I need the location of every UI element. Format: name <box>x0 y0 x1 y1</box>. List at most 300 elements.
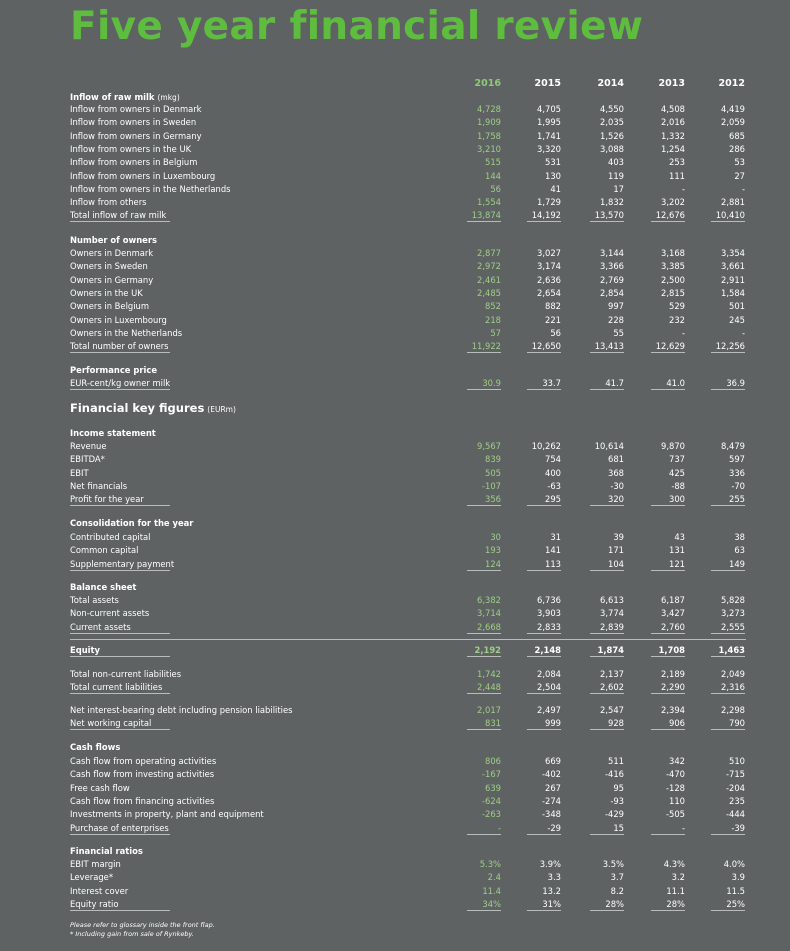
footnote-leverage: * Including gain from sale of Rynkeby. <box>70 930 194 938</box>
total-value-rule <box>651 389 685 390</box>
cell-2015: 2,833 <box>537 621 561 632</box>
cell-2013: 1,708 <box>658 645 685 655</box>
row-label: Non-current assets <box>70 608 150 619</box>
financial-key-figures-heading <box>70 401 236 415</box>
cell-2015: 130 <box>545 170 561 181</box>
table-row <box>0 130 790 143</box>
total-value-rule <box>711 221 745 222</box>
cell-2016: 11,922 <box>471 341 501 352</box>
cell-2016: - <box>497 822 501 833</box>
cell-2014: 3,144 <box>600 248 624 258</box>
cell-2014: 17 <box>613 183 624 194</box>
total-value-rule <box>467 910 501 911</box>
cell-2014: 3.7 <box>610 872 624 883</box>
footnote-glossary: Please refer to glossary inside the front flap. <box>70 921 215 929</box>
cell-2016: 639 <box>485 782 501 793</box>
cell-2016: 124 <box>485 558 501 569</box>
total-value-rule <box>590 633 624 634</box>
row-label: Contributed capital <box>70 532 151 542</box>
cell-2014: 403 <box>608 157 624 168</box>
cell-2012: - <box>741 183 745 194</box>
row-label: Equity ratio <box>70 898 119 909</box>
cell-2015: 531 <box>545 157 561 168</box>
cell-2016: 6,382 <box>477 595 501 605</box>
cell-2015: 999 <box>545 718 561 729</box>
cell-2013: 2,760 <box>661 621 685 632</box>
row-label: Common capital <box>70 545 139 556</box>
cell-2013: - <box>681 183 685 194</box>
cell-2015: 669 <box>545 756 561 766</box>
financial-key-figures-unit: (EURm) <box>207 405 236 414</box>
cell-2016: 1,909 <box>477 117 501 128</box>
row-label: Revenue <box>70 441 107 451</box>
cell-2015: 31 <box>550 532 561 542</box>
row-label: Inflow from owners in Luxembourg <box>70 170 216 181</box>
cell-2014: 228 <box>608 314 624 325</box>
total-value-rule <box>711 570 745 571</box>
cell-2014: 3,088 <box>600 143 624 154</box>
table-row <box>0 885 790 898</box>
cell-2016: 852 <box>485 301 501 312</box>
cell-2012: -70 <box>731 480 745 491</box>
section-title: Income statement <box>70 428 156 438</box>
cell-2015: 141 <box>545 545 561 556</box>
cell-2016: 831 <box>485 718 501 729</box>
table-row <box>0 156 790 169</box>
table-row <box>0 116 790 129</box>
table-row <box>0 808 790 821</box>
total-value-rule <box>590 729 624 730</box>
row-label: Owners in the UK <box>70 287 143 298</box>
cell-2012: 790 <box>729 718 745 729</box>
total-value-rule <box>711 834 745 835</box>
total-value-rule <box>467 389 501 390</box>
table-row <box>0 668 790 681</box>
cell-2016: 1,554 <box>477 197 501 208</box>
cell-2014: 2,035 <box>600 117 624 128</box>
cell-2015: 2,654 <box>537 287 561 298</box>
table-row <box>0 467 790 480</box>
cell-2015: 2,148 <box>534 645 561 655</box>
cell-2016: 2,017 <box>477 705 501 715</box>
cell-2013: -88 <box>671 480 685 491</box>
cell-2012: 1,584 <box>721 287 745 298</box>
cell-2012: 336 <box>729 467 745 478</box>
cell-2014: 8.2 <box>610 885 624 896</box>
table-row <box>0 531 790 544</box>
cell-2012: 510 <box>729 756 745 766</box>
cell-2013: 1,332 <box>661 130 685 141</box>
cell-2014: 13,413 <box>594 341 624 352</box>
row-label: EBITDA* <box>70 454 105 465</box>
cell-2015: -63 <box>547 480 561 491</box>
cell-2014: 15 <box>613 822 624 833</box>
section-heading-owners <box>0 234 790 247</box>
table-row <box>0 480 790 493</box>
cell-2015: 3.9% <box>539 859 561 869</box>
cell-2014: 3,774 <box>600 608 624 619</box>
cell-2016: 34% <box>482 898 501 909</box>
page-title: Five year financial review <box>70 4 644 49</box>
row-label: Free cash flow <box>70 782 130 793</box>
cell-2015: 2,497 <box>537 705 561 715</box>
total-value-rule <box>651 834 685 835</box>
year-2015: 2015 <box>534 78 561 89</box>
cell-2013: 12,676 <box>655 210 685 221</box>
table-row <box>0 314 790 327</box>
cell-2014: 320 <box>608 494 624 505</box>
row-label: Equity <box>70 645 101 655</box>
total-value-rule <box>590 693 624 694</box>
cell-2013: 131 <box>669 545 685 556</box>
cell-2016: 2,877 <box>477 248 501 258</box>
cell-2013: -505 <box>665 809 685 820</box>
total-value-rule <box>467 834 501 835</box>
cell-2015: 221 <box>545 314 561 325</box>
cell-2014: 928 <box>608 718 624 729</box>
cell-2015: 14,192 <box>531 210 561 221</box>
cell-2012: 149 <box>729 558 745 569</box>
section-title: Balance sheet <box>70 582 137 592</box>
section-heading-balance <box>0 581 790 594</box>
total-value-rule <box>467 633 501 634</box>
cell-2012: 10,410 <box>715 210 745 221</box>
row-label: Supplementary payment <box>70 558 175 569</box>
cell-2013: 6,187 <box>661 595 685 605</box>
cell-2012: 2,911 <box>721 274 745 285</box>
section-heading-performance <box>0 364 790 377</box>
row-label: Purchase of enterprises <box>70 822 169 833</box>
cell-2012: 27 <box>734 170 745 181</box>
row-label: EBIT margin <box>70 859 121 869</box>
cell-2016: -107 <box>481 480 501 491</box>
cell-2012: 2,316 <box>721 682 745 693</box>
row-label: Inflow from owners in the Netherlands <box>70 183 231 194</box>
equity-top-rule <box>70 639 746 640</box>
cell-2012: 4.0% <box>723 859 745 869</box>
table-row <box>0 103 790 116</box>
total-value-rule <box>467 570 501 571</box>
table-row <box>0 170 790 183</box>
row-label: Total number of owners <box>70 341 169 352</box>
section-heading-consolidation <box>0 517 790 530</box>
cell-2016: 1,742 <box>477 669 501 679</box>
cell-2016: 2,461 <box>477 274 501 285</box>
cell-2012: - <box>741 327 745 338</box>
cell-2014: 2,137 <box>600 669 624 679</box>
cell-2014: 681 <box>608 454 624 465</box>
cell-2016: 2,485 <box>477 287 501 298</box>
cell-2013: 4.3% <box>663 859 685 869</box>
cell-2013: 43 <box>674 532 685 542</box>
cell-2016: 2,972 <box>477 261 501 272</box>
table-row <box>0 327 790 340</box>
table-row <box>0 607 790 620</box>
total-value-rule <box>651 656 685 657</box>
table-row <box>0 544 790 557</box>
cell-2015: 12,650 <box>531 341 561 352</box>
cell-2013: 906 <box>669 718 685 729</box>
cell-2013: 3,385 <box>661 261 685 272</box>
row-label: Owners in Denmark <box>70 248 154 258</box>
section-heading-text <box>70 845 143 858</box>
cell-2014: 28% <box>605 898 624 909</box>
cell-2012: 2,049 <box>721 669 745 679</box>
table-row <box>0 260 790 273</box>
cell-2016: -624 <box>481 795 501 806</box>
cell-2012: 63 <box>734 545 745 556</box>
cell-2016: 1,758 <box>477 130 501 141</box>
cell-2014: 1,832 <box>600 197 624 208</box>
cell-2016: 5.3% <box>479 859 501 869</box>
year-2013: 2013 <box>658 78 685 89</box>
total-value-rule <box>711 656 745 657</box>
total-value-rule <box>590 221 624 222</box>
cell-2012: 53 <box>734 157 745 168</box>
cell-2012: 38 <box>734 532 745 542</box>
year-2012: 2012 <box>718 78 745 89</box>
cell-2016: -263 <box>481 809 501 820</box>
total-value-rule <box>651 221 685 222</box>
cell-2015: 3.3 <box>547 872 561 883</box>
row-label: Owners in Germany <box>70 274 154 285</box>
cell-2013: 4,508 <box>661 104 685 114</box>
cell-2015: 2,504 <box>537 682 561 693</box>
row-label: Investments in property, plant and equipment <box>70 809 264 820</box>
section-unit: (mkg) <box>157 93 180 102</box>
total-label-rule <box>70 656 170 657</box>
cell-2016: 30 <box>490 532 501 542</box>
total-value-rule <box>527 656 561 657</box>
cell-2016: 193 <box>485 545 501 556</box>
cell-2015: 33.7 <box>542 378 561 388</box>
cell-2013: 3,427 <box>661 608 685 619</box>
table-row <box>0 782 790 795</box>
cell-2014: 39 <box>613 532 624 542</box>
table-row <box>0 300 790 313</box>
cell-2016: 11.4 <box>482 885 501 896</box>
table-row <box>0 755 790 768</box>
total-value-rule <box>527 352 561 353</box>
table-row <box>0 594 790 607</box>
cell-2015: 6,736 <box>537 595 561 605</box>
cell-2013: 232 <box>669 314 685 325</box>
row-label: EUR-cent/kg owner milk <box>70 378 171 388</box>
section-title: Consolidation for the year <box>70 518 194 528</box>
cell-2015: 56 <box>550 327 561 338</box>
cell-2015: -402 <box>541 769 561 780</box>
cell-2016: 144 <box>485 170 501 181</box>
total-value-rule <box>711 910 745 911</box>
cell-2015: 3,903 <box>537 608 561 619</box>
total-value-rule <box>590 570 624 571</box>
row-label: Current assets <box>70 621 131 632</box>
cell-2014: 2,769 <box>600 274 624 285</box>
row-label: Owners in Sweden <box>70 261 148 272</box>
total-value-rule <box>467 221 501 222</box>
cell-2013: -128 <box>665 782 685 793</box>
total-value-rule <box>467 729 501 730</box>
cell-2014: -93 <box>610 795 624 806</box>
table-row <box>0 287 790 300</box>
cell-2014: 171 <box>608 545 624 556</box>
cell-2012: 3.9 <box>731 872 745 883</box>
cell-2012: -715 <box>725 769 745 780</box>
cell-2016: 218 <box>485 314 501 325</box>
table-row <box>0 871 790 884</box>
section-heading-ratios <box>0 845 790 858</box>
section-title: Inflow of raw milk <box>70 92 155 102</box>
cell-2016: 2,668 <box>477 621 501 632</box>
total-value-rule <box>527 729 561 730</box>
cell-2012: 501 <box>729 301 745 312</box>
footnotes <box>70 921 215 939</box>
cell-2016: 3,210 <box>477 143 501 154</box>
total-value-rule <box>590 910 624 911</box>
total-label-rule <box>70 221 170 222</box>
row-label: Total current liabilities <box>70 682 163 693</box>
table-row <box>0 453 790 466</box>
cell-2014: 10,614 <box>594 441 624 451</box>
row-label: Net working capital <box>70 718 152 729</box>
cell-2015: 1,729 <box>537 197 561 208</box>
cell-2016: 13,874 <box>471 210 501 221</box>
cell-2012: 255 <box>729 494 745 505</box>
cell-2013: 11.1 <box>666 885 685 896</box>
cell-2016: 57 <box>490 327 501 338</box>
cell-2013: 111 <box>669 170 685 181</box>
cell-2014: -416 <box>604 769 624 780</box>
row-label: Total inflow of raw milk <box>70 210 167 221</box>
total-value-rule <box>467 693 501 694</box>
cell-2013: 41.0 <box>666 378 685 388</box>
cell-2013: 342 <box>669 756 685 766</box>
cell-2016: 2,448 <box>477 682 501 693</box>
cell-2015: 3,320 <box>537 143 561 154</box>
cell-2014: -30 <box>610 480 624 491</box>
cell-2015: 113 <box>545 558 561 569</box>
row-label: Inflow from owners in Germany <box>70 130 202 141</box>
total-value-rule <box>527 221 561 222</box>
cell-2014: 2,547 <box>600 705 624 715</box>
cell-2015: -29 <box>547 822 561 833</box>
table-row <box>0 247 790 260</box>
cell-2012: 245 <box>729 314 745 325</box>
total-label-rule <box>70 633 170 634</box>
total-label-rule <box>70 352 170 353</box>
total-value-rule <box>527 389 561 390</box>
row-label: Cash flow from financing activities <box>70 795 215 806</box>
section-heading-text <box>70 581 136 594</box>
section-heading-text <box>70 741 120 754</box>
cell-2013: 12,629 <box>655 341 685 352</box>
cell-2012: -39 <box>731 822 745 833</box>
cell-2013: 28% <box>666 898 685 909</box>
cell-2015: 295 <box>545 494 561 505</box>
cell-2013: 3,202 <box>661 197 685 208</box>
total-label-rule <box>70 910 170 911</box>
cell-2014: 1,526 <box>600 130 624 141</box>
total-value-rule <box>651 910 685 911</box>
cell-2012: 1,463 <box>718 645 745 655</box>
total-value-rule <box>651 693 685 694</box>
cell-2014: 1,874 <box>597 645 624 655</box>
section-title: Financial ratios <box>70 846 143 856</box>
cell-2016: 3,714 <box>477 608 501 619</box>
cell-2014: 511 <box>608 756 624 766</box>
cell-2016: 2.4 <box>487 872 501 883</box>
row-label: EBIT <box>70 467 89 478</box>
cell-2013: 2,815 <box>661 287 685 298</box>
cell-2012: 11.5 <box>726 885 745 896</box>
cell-2012: 5,828 <box>721 595 745 605</box>
cell-2012: 2,881 <box>721 197 745 208</box>
cell-2012: 12,256 <box>715 341 745 352</box>
table-row <box>0 196 790 209</box>
cell-2013: 529 <box>669 301 685 312</box>
cell-2013: 3.2 <box>671 872 685 883</box>
cell-2012: 286 <box>729 143 745 154</box>
cell-2012: -444 <box>725 809 745 820</box>
cell-2012: 2,298 <box>721 705 745 715</box>
section-title: Number of owners <box>70 235 157 245</box>
row-label: Owners in Belgium <box>70 301 150 312</box>
cell-2014: 4,550 <box>600 104 624 114</box>
row-label: Total assets <box>70 595 119 605</box>
financial-key-figures-title: Financial key figures <box>70 401 205 415</box>
cell-2016: 56 <box>490 183 501 194</box>
table-row <box>0 795 790 808</box>
cell-2015: 754 <box>545 454 561 465</box>
year-2016: 2016 <box>474 78 501 89</box>
total-value-rule <box>590 505 624 506</box>
cell-2012: 685 <box>729 130 745 141</box>
total-label-rule <box>70 505 170 506</box>
cell-2014: 2,839 <box>600 621 624 632</box>
section-heading-text <box>70 234 157 247</box>
total-value-rule <box>590 389 624 390</box>
row-label: Owners in Luxembourg <box>70 314 167 325</box>
total-value-rule <box>590 834 624 835</box>
cell-2015: 882 <box>545 301 561 312</box>
cell-2015: -274 <box>541 795 561 806</box>
total-value-rule <box>711 389 745 390</box>
cell-2013: 121 <box>669 558 685 569</box>
section-heading-text <box>70 517 193 530</box>
cell-2015: 1,741 <box>537 130 561 141</box>
cell-2012: 25% <box>726 898 745 909</box>
cell-2013: 2,290 <box>661 682 685 693</box>
cell-2013: 2,016 <box>661 117 685 128</box>
cell-2013: 300 <box>669 494 685 505</box>
total-value-rule <box>711 505 745 506</box>
total-value-rule <box>711 633 745 634</box>
section-heading-income <box>0 427 790 440</box>
row-label: Interest cover <box>70 885 129 896</box>
cell-2015: 3,174 <box>537 261 561 272</box>
cell-2016: -167 <box>481 769 501 780</box>
cell-2016: 2,192 <box>474 645 501 655</box>
total-value-rule <box>651 729 685 730</box>
total-value-rule <box>651 633 685 634</box>
table-row <box>0 768 790 781</box>
row-label: Owners in the Netherlands <box>70 327 183 338</box>
row-label: Net financials <box>70 480 128 491</box>
cell-2013: 253 <box>669 157 685 168</box>
section-title: Cash flows <box>70 742 121 752</box>
cell-2012: 4,419 <box>721 104 745 114</box>
cell-2014: 3.5% <box>602 859 624 869</box>
